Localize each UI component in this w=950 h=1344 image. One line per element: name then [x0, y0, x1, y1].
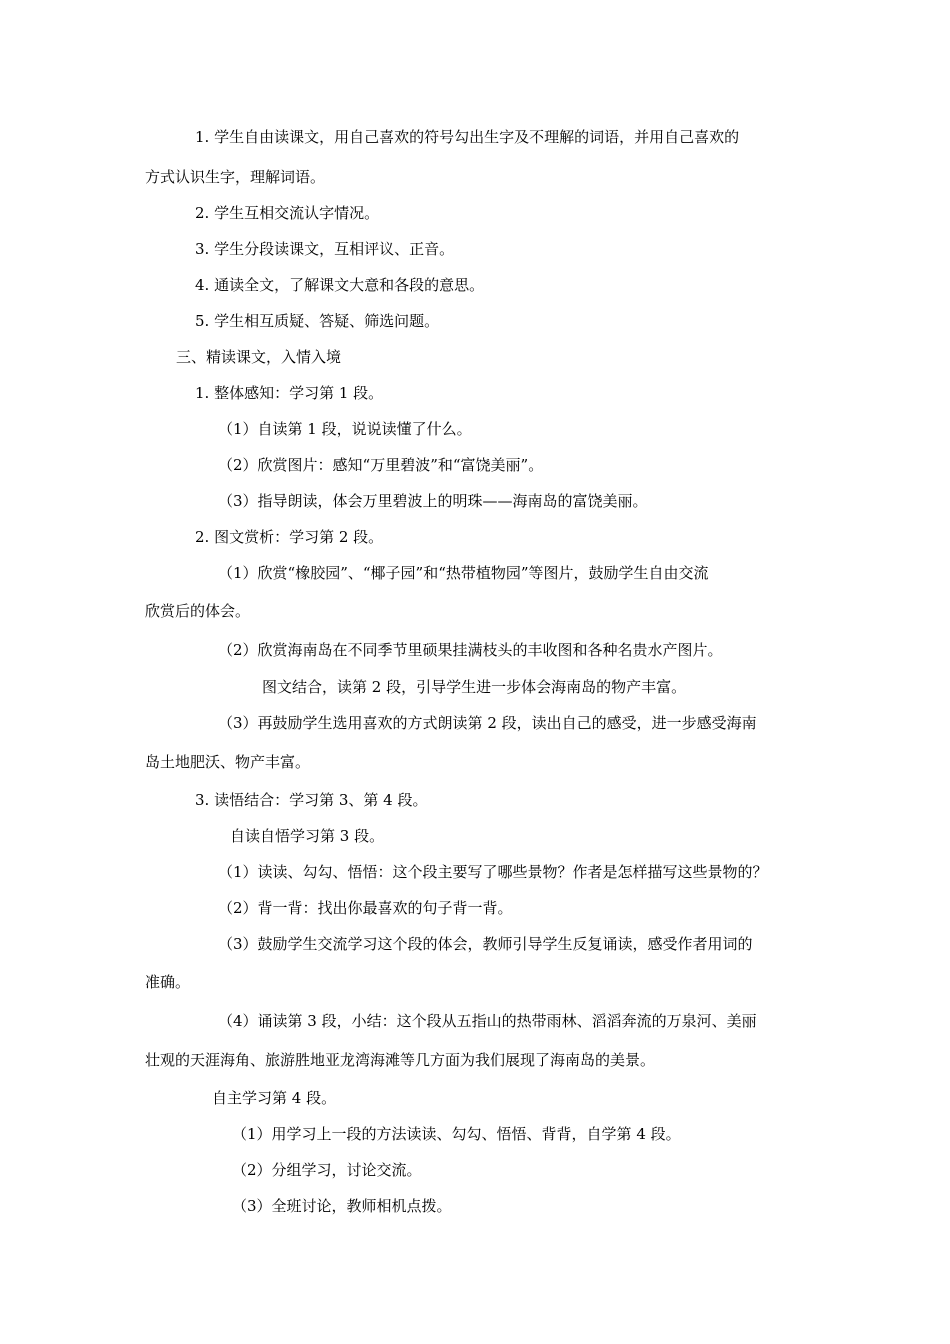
line-2: 方式认识生字，理解词语。	[145, 168, 326, 186]
line-16: 图文结合，读第 2 段，引导学生进一步体会海南岛的物产丰富。	[262, 678, 687, 696]
line-11: （3）指导朗读，体会万里碧波上的明珠——海南岛的富饶美丽。	[218, 492, 648, 510]
line-12: 2. 图文赏析：学习第 2 段。	[195, 528, 384, 546]
line-24: 准确。	[145, 973, 191, 991]
line-25: （4）诵读第 3 段，小结：这个段从五指山的热带雨林、滔滔奔流的万泉河、美丽	[218, 1012, 757, 1030]
line-8: 1. 整体感知：学习第 1 段。	[195, 384, 384, 402]
line-6: 5. 学生相互质疑、答疑、筛选问题。	[195, 312, 440, 330]
line-3: 2. 学生互相交流认字情况。	[195, 204, 380, 222]
line-10: （2）欣赏图片：感知“万里碧波”和“富饶美丽”。	[218, 456, 544, 474]
line-5: 4. 通读全文，了解课文大意和各段的意思。	[195, 276, 485, 294]
line-13: （1）欣赏“橡胶园”、“椰子园”和“热带植物园”等图片，鼓励学生自由交流	[218, 564, 709, 582]
line-21: （1）读读、勾勾、悟悟：这个段主要写了哪些景物？作者是怎样描写这些景物的？	[218, 863, 768, 881]
line-9: （1）自读第 1 段，说说读懂了什么。	[218, 420, 472, 438]
line-27: 自主学习第 4 段。	[212, 1089, 337, 1107]
line-26: 壮观的天涯海角、旅游胜地亚龙湾海滩等几方面为我们展现了海南岛的美景。	[145, 1051, 656, 1069]
line-20: 自读自悟学习第 3 段。	[230, 827, 385, 845]
line-15: （2）欣赏海南岛在不同季节里硕果挂满枝头的丰收图和各种名贵水产图片。	[218, 641, 723, 659]
line-22: （2）背一背：找出你最喜欢的句子背一背。	[218, 899, 513, 917]
line-14: 欣赏后的体会。	[145, 602, 251, 620]
line-4: 3. 学生分段读课文，互相评议、正音。	[195, 240, 455, 258]
line-30: （3）全班讨论，教师相机点拨。	[232, 1197, 452, 1215]
line-1: 1. 学生自由读课文，用自己喜欢的符号勾出生字及不理解的词语，并用自己喜欢的	[195, 128, 740, 146]
line-17: （3）再鼓励学生选用喜欢的方式朗读第 2 段，读出自己的感受，进一步感受海南	[218, 714, 757, 732]
line-19: 3. 读悟结合：学习第 3、第 4 段。	[195, 791, 428, 809]
line-23: （3）鼓励学生交流学习这个段的体会，教师引导学生反复诵读，感受作者用词的	[218, 935, 753, 953]
line-29: （2）分组学习，讨论交流。	[232, 1161, 422, 1179]
line-18: 岛土地肥沃、物产丰富。	[145, 753, 311, 771]
line-28: （1）用学习上一段的方法读读、勾勾、悟悟、背背，自学第 4 段。	[232, 1125, 681, 1143]
section-heading: 三、精读课文，入情入境	[176, 348, 342, 366]
